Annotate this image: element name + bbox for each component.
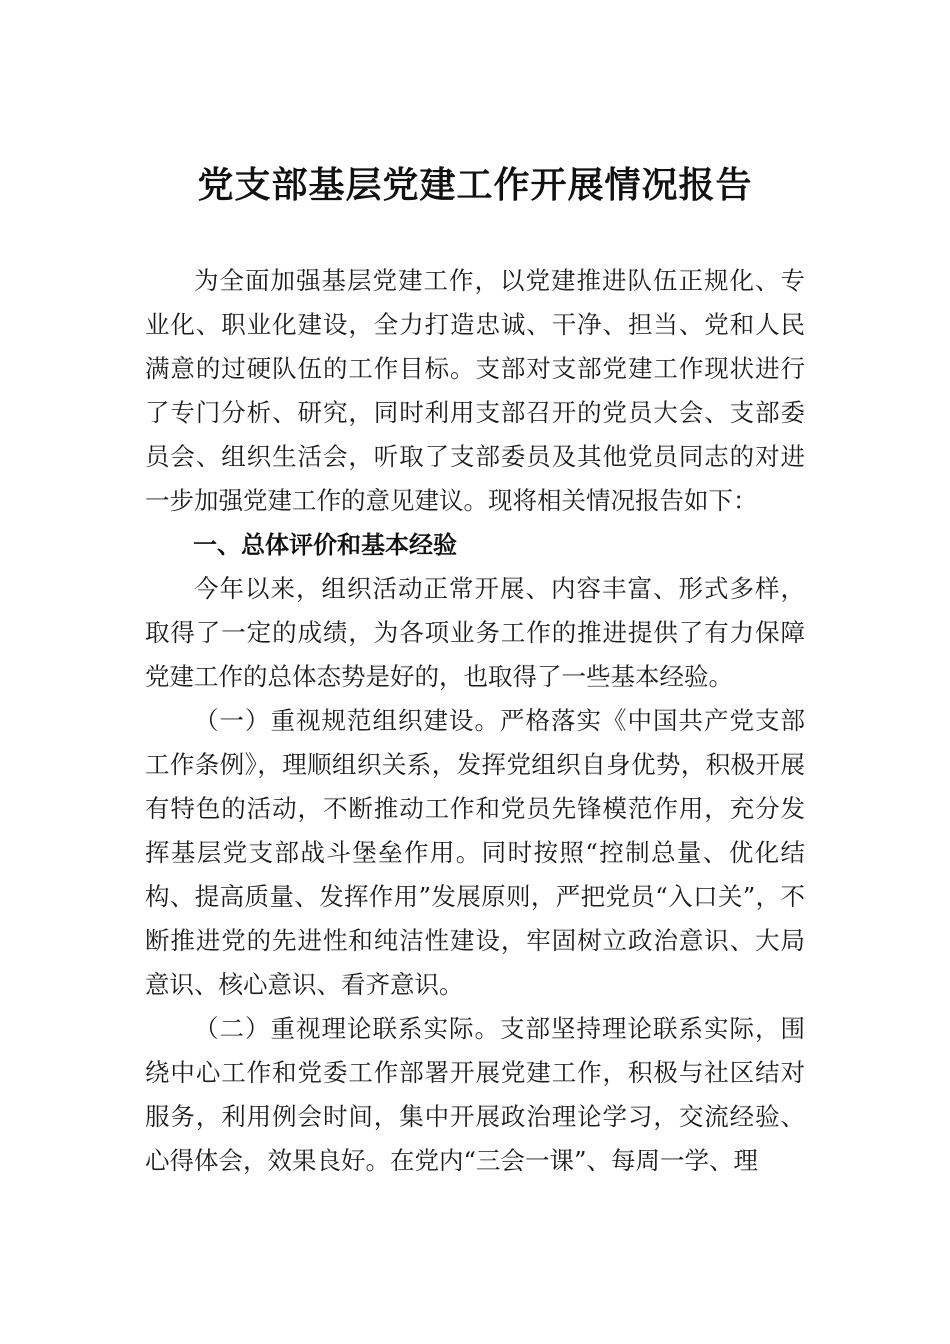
item-2-paragraph: （二）重视理论联系实际。支部坚持理论联系实际，围绕中心工作和党委工作部署开展党建工作，积极与社区结对服务，利用例会时间，集中开展政治理论学习，交流经验、心得体会，效果良好。在党内“三会一课”、每周一学、理 [145, 1014, 805, 1175]
intro-paragraph: 为全面加强基层党建工作，以党建推进队伍正规化、专业化、职业化建设，全力打造忠诚、干净、担当、党和人民满意的过硬队伍的工作目标。支部对支部党建工作现状进行了专门分析、研究，同时利用支部召开的党员大会、支部委员会、组织生活会，听取了支部委员及其他党员同志的对进一步加强党建工作的意见建议。现将相关情况报告如下： [145, 266, 805, 515]
section-1-paragraph: 今年以来，组织活动正常开展、内容丰富、形式多样，取得了一定的成绩，为各项业务工作的推进提供了有力保障党建工作的总体态势是好的，也取得了一些基本经验。 [145, 574, 805, 691]
section-heading-1: 一、总体评价和基本经验 [193, 531, 457, 559]
document-title: 党支部基层党建工作开展情况报告 [197, 164, 753, 206]
item-1-paragraph: （一）重视规范组织建设。严格落实《中国共产党支部工作条例》，理顺组织关系，发挥党组织自身优势，积极开展有特色的活动，不断推动工作和党员先锋模范作用，充分发挥基层党支部战斗堡垒作用。同时按照“控制总量、优化结构、提高质量、发挥作用”发展原则，严把党员“入口关”，不断推进党的先进性和纯洁性建设，牢固树立政治意识、大局意识、核心意识、看齐意识。 [145, 706, 805, 999]
document-body [145, 259, 805, 1183]
